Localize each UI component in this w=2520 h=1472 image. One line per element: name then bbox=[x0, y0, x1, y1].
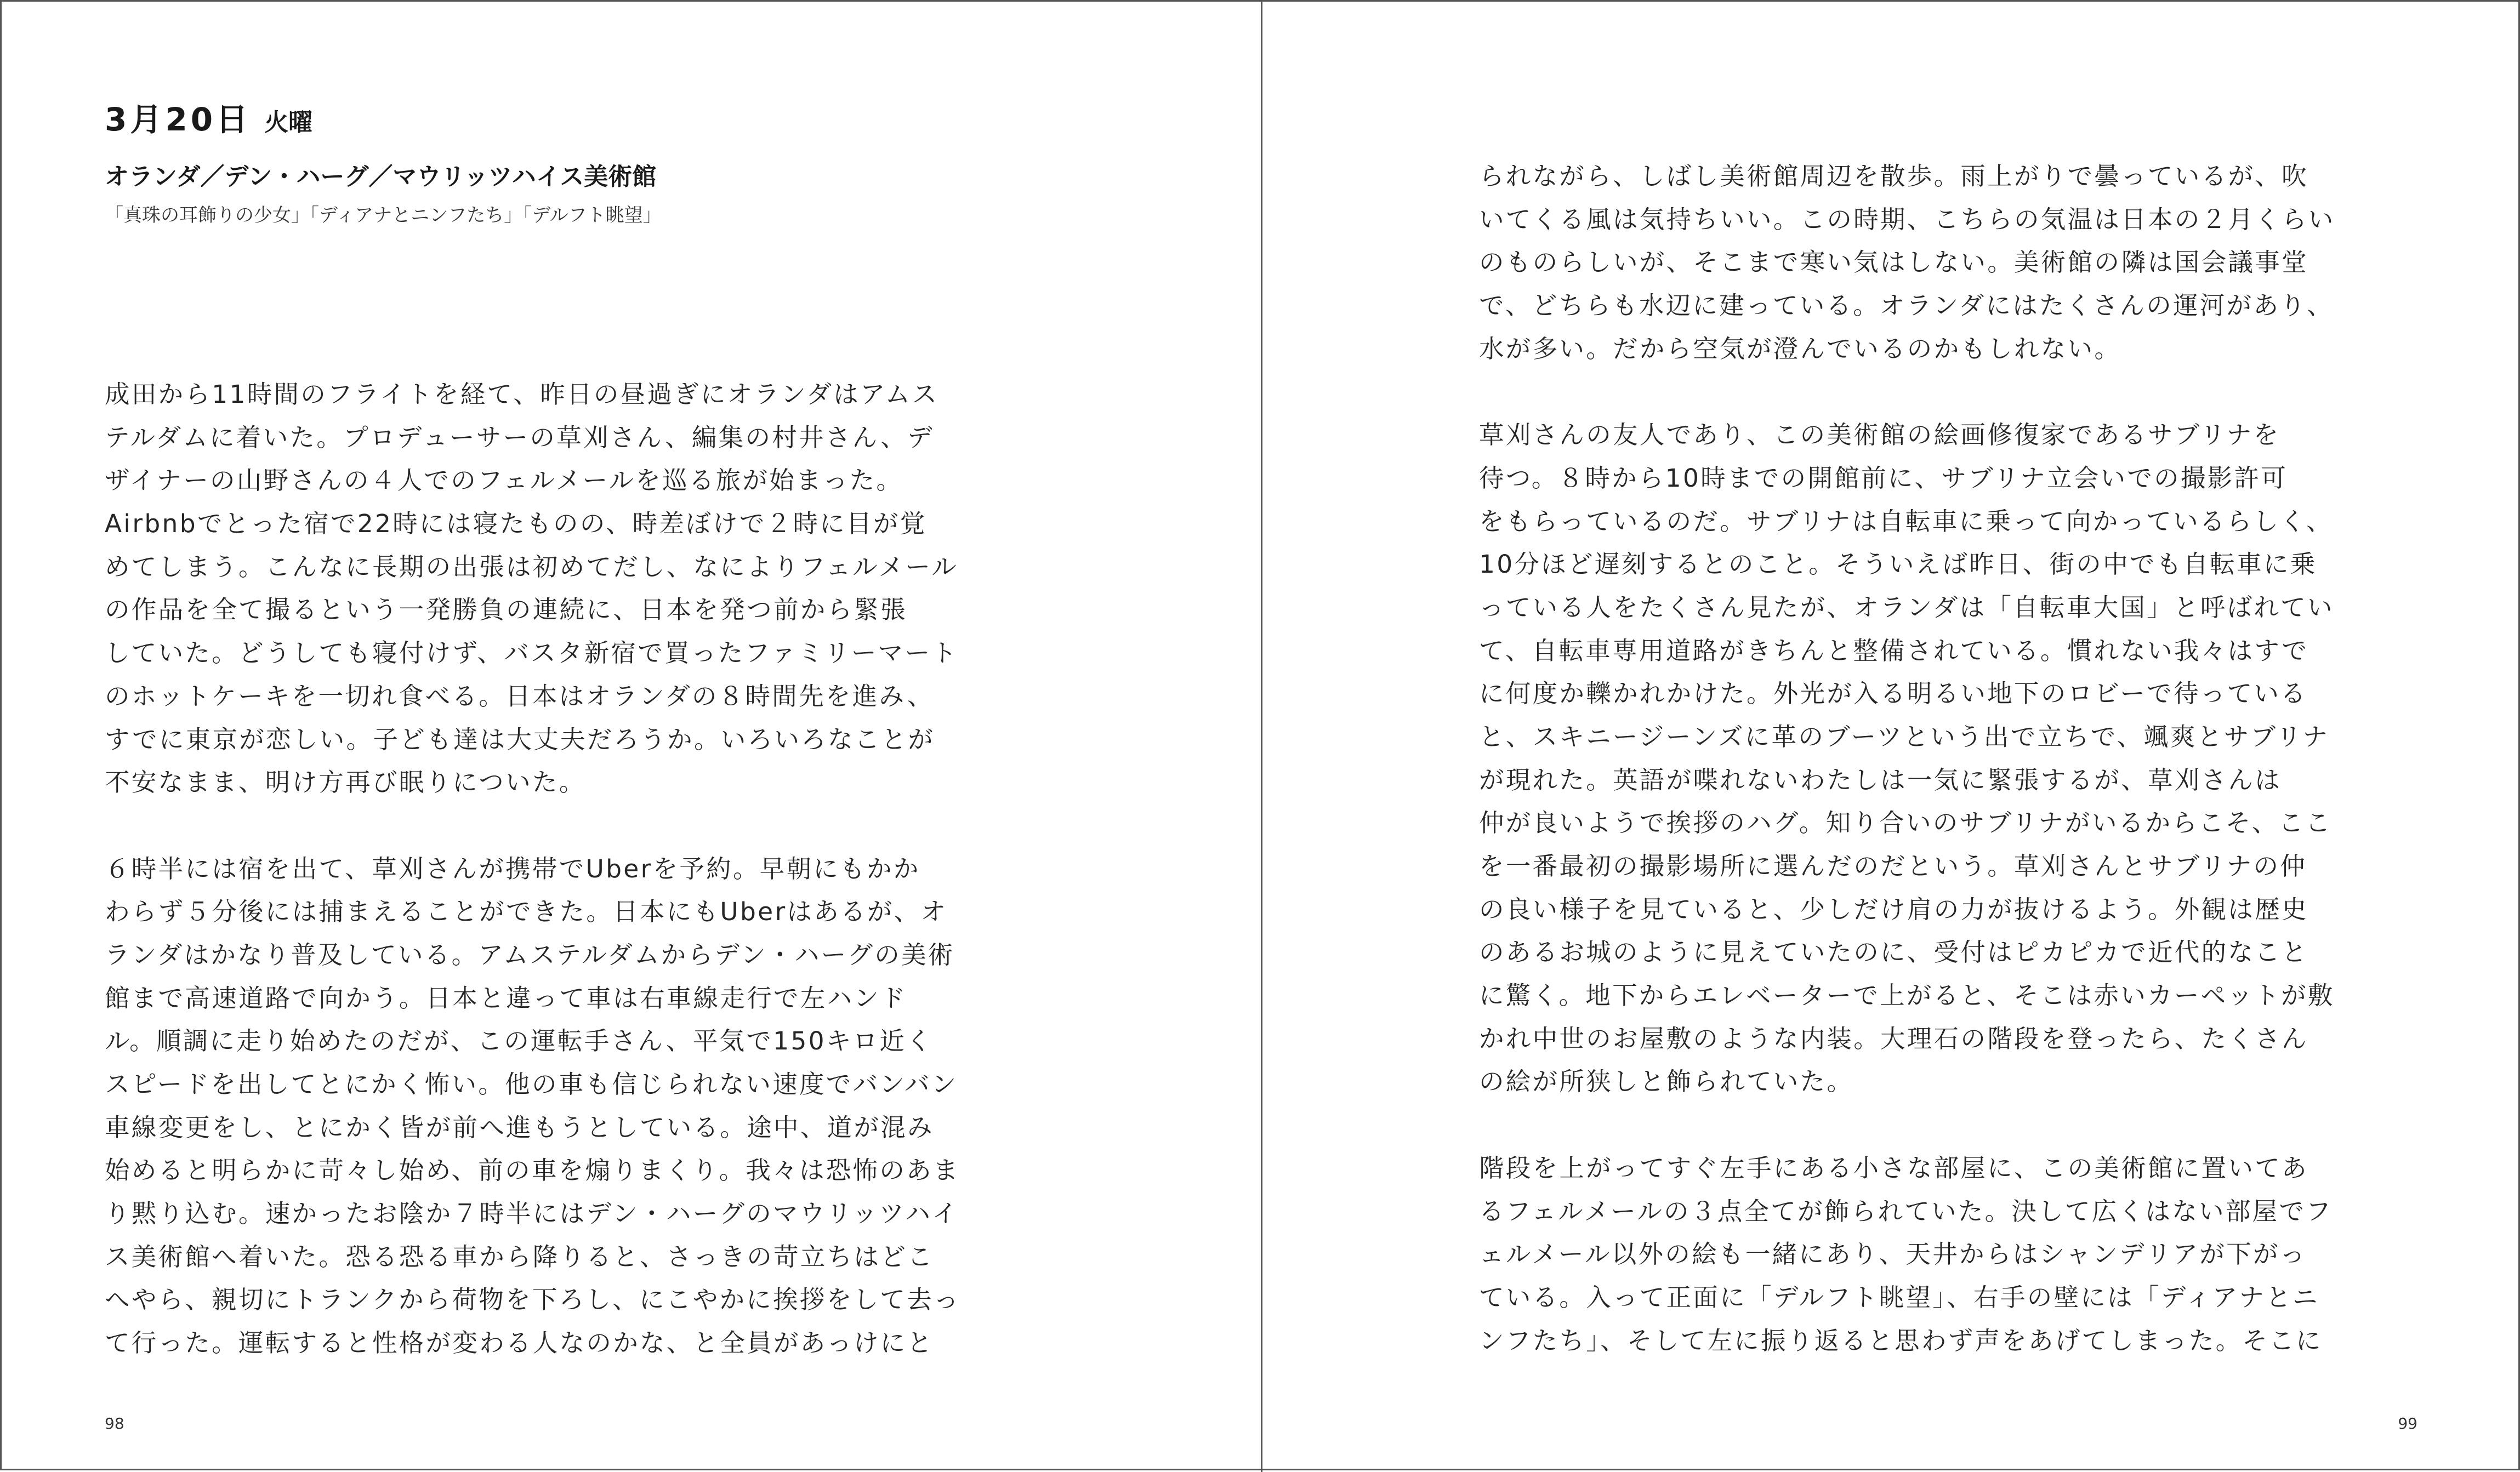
featured-works: 「真珠の耳飾りの少女」「ディアナとニンフたち」「デルフト眺望」 bbox=[105, 204, 662, 226]
text-line: していた。どうしても寝付けず、バスタ新宿で買ったファミリーマート bbox=[105, 638, 959, 668]
text-line: の作品を全て撮るという一発勝負の連続に、日本を発つ前から緊張 bbox=[105, 595, 908, 625]
text-line: ル。順調に走り始めたのだが、この運転手さん、平気で150キロ近く bbox=[105, 1026, 934, 1056]
right-page bbox=[1262, 2, 2520, 1472]
text-line: わらず５分後には捕まえることができた。日本にもUberはあるが、オ bbox=[105, 897, 948, 927]
text-line: へやら、親切にトランクから荷物を下ろし、にこやかに挨拶をして去っ bbox=[105, 1285, 960, 1315]
text-line: 待つ。８時から10時までの開館前に、サブリナ立会いでの撮影許可 bbox=[1479, 463, 2288, 493]
text-line: スピードを出してとにかく怖い。他の車も信じられない速度でバンバン bbox=[105, 1070, 958, 1099]
text-line: をもらっているのだ。サブリナは自転車に乗って向かっているらしく、 bbox=[1479, 506, 2333, 536]
text-line: に何度か轢かれかけた。外光が入る明るい地下のロビーで待っている bbox=[1479, 679, 2307, 709]
text-line: 草刈さんの友人であり、この美術館の絵画修復家であるサブリナを bbox=[1479, 420, 2280, 450]
text-line: り黙り込む。速かったお陰か７時半にはデン・ハーグのマウリッツハイ bbox=[105, 1199, 959, 1229]
text-line: 仲が良いようで挨拶のハグ。知り合いのサブリナがいるからこそ、ここ bbox=[1479, 808, 2333, 838]
text-line: めてしまう。こんなに長期の出張は初めてだし、なによりフェルメール bbox=[105, 552, 959, 581]
text-line: の絵が所狭しと飾られていた。 bbox=[1479, 1067, 1854, 1097]
text-line: 階段を上がってすぐ左手にある小さな部屋に、この美術館に置いてあ bbox=[1479, 1153, 2308, 1183]
page-number: 99 bbox=[2398, 1414, 2417, 1433]
text-line: ンフたち」、そして左に振り返ると思わず声をあげてしまった。そこに bbox=[1479, 1326, 2323, 1355]
text-line: かれ中世のお屋敷のような内装。大理石の階段を登ったら、たくさん bbox=[1479, 1024, 2308, 1053]
text-line: のものらしいが、そこまで寒い気はしない。美術館の隣は国会議事堂 bbox=[1479, 248, 2308, 277]
text-line: 10分ほど遅刻するとのこと。そういえば昨日、街の中でも自転車に乗 bbox=[1479, 550, 2317, 579]
text-line: ェルメール以外の絵も一緒にあり、天井からはシャンデリアが下がっ bbox=[1479, 1240, 2307, 1269]
entry-date-heading bbox=[105, 94, 312, 140]
paragraph-gap bbox=[1479, 1104, 2422, 1147]
text-line: 不安なまま、明け方再び眠りについた。 bbox=[105, 768, 586, 797]
entry-date: 3月20日 bbox=[105, 101, 252, 138]
text-line: ランダはかなり普及している。アムステルダムからデン・ハーグの美術 bbox=[105, 940, 955, 969]
text-line: を一番最初の撮影場所に選んだのだという。草刈さんとサブリナの仲 bbox=[1479, 852, 2307, 881]
right-body-text bbox=[1479, 155, 2422, 1362]
text-line: のあるお城のように見えていたのに、受付はピカピカで近代的なこと bbox=[1479, 938, 2308, 967]
entry-weekday: 火曜 bbox=[264, 109, 313, 136]
text-line: すでに東京が恋しい。子ども達は大丈夫だろうか。いろいろなことが bbox=[105, 724, 935, 754]
text-line: 車線変更をし、とにかく皆が前へ進もうとしている。途中、道が混み bbox=[105, 1112, 934, 1142]
left-body-text bbox=[105, 373, 1048, 1365]
text-line: で、どちらも水辺に建っている。オランダにはたくさんの運河があり、 bbox=[1479, 291, 2334, 321]
paragraph-gap bbox=[105, 805, 1048, 848]
text-line: て行った。運転すると性格が変わる人なのかな、と全員があっけにと bbox=[105, 1328, 934, 1358]
page-number: 98 bbox=[105, 1414, 124, 1433]
text-line: の良い様子を見ていると、少しだけ肩の力が抜けるよう。外観は歴史 bbox=[1479, 894, 2308, 924]
text-line: るフェルメールの３点全てが飾られていた。決して広くはない部屋でフ bbox=[1479, 1196, 2333, 1226]
text-line: 館まで高速道路で向かう。日本と違って車は右車線走行で左ハンド bbox=[105, 983, 908, 1013]
text-line: 始めると明らかに苛々し始め、前の車を煽りまくり。我々は恐怖のあま bbox=[105, 1156, 960, 1185]
text-line: のホットケーキを一切れ食べる。日本はオランダの８時間先を進み、 bbox=[105, 681, 934, 711]
paragraph-gap bbox=[1479, 370, 2422, 414]
text-line: 成田から11時間のフライトを経て、昨日の昼過ぎにオランダはアムス bbox=[105, 380, 939, 409]
text-line: られながら、しばし美術館周辺を散歩。雨上がりで曇っているが、吹 bbox=[1479, 162, 2308, 191]
text-line: て、自転車専用道路がきちんと整備されている。慣れない我々はすで bbox=[1479, 636, 2309, 665]
text-line: に驚く。地下からエレベーターで上がると、そこは赤いカーペットが敷 bbox=[1479, 981, 2335, 1011]
text-line: が現れた。英語が喋れないわたしは一気に緊張するが、草刈さんは bbox=[1479, 765, 2282, 795]
text-line: ６時半には宿を出て、草刈さんが携帯でUberを予約。早朝にもかか bbox=[105, 854, 920, 883]
text-line: テルダムに着いた。プロデューサーの草刈さん、編集の村井さん、デ bbox=[105, 423, 934, 452]
text-line: っている人をたくさん見たが、オランダは「自転車大国」と呼ばれてい bbox=[1479, 592, 2334, 622]
location-heading: オランダ／デン・ハーグ／マウリッツハイス美術館 bbox=[105, 163, 657, 191]
text-line: ている。入って正面に「デルフト眺望」、右手の壁には「ディアナとニ bbox=[1479, 1282, 2319, 1312]
left-page bbox=[2, 2, 1261, 1472]
text-line: いてくる風は気持ちいい。この時期、こちらの気温は日本の２月くらい bbox=[1479, 204, 2335, 234]
text-line: ザイナーの山野さんの４人でのフェルメールを巡る旅が始まった。 bbox=[105, 466, 903, 495]
text-line: Airbnbでとった宿で22時には寝たものの、時差ぼけで２時に目が覚 bbox=[105, 509, 927, 539]
text-line: ス美術館へ着いた。恐る恐る車から降りると、さっきの苛立ちはどこ bbox=[105, 1242, 934, 1271]
text-line: と、スキニージーンズに革のブーツという出で立ちで、颯爽とサブリナ bbox=[1479, 722, 2330, 751]
text-line: 水が多い。だから空気が澄んでいるのかもしれない。 bbox=[1479, 334, 2121, 363]
